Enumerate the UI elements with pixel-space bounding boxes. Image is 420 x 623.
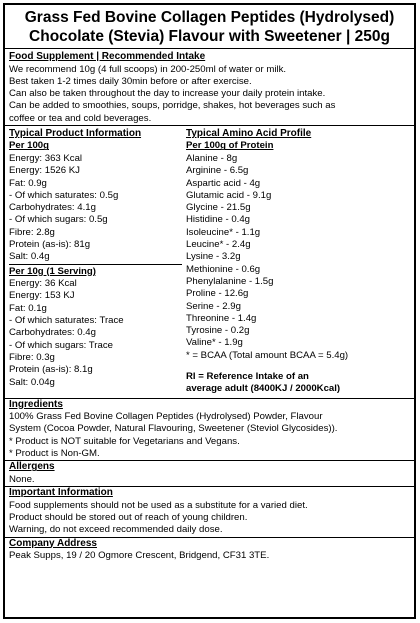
- nutrition-row: - Of which sugars: 0.5g: [9, 214, 108, 226]
- nutrition-row: Fat: 0.1g: [9, 302, 47, 314]
- spacer: [186, 362, 410, 371]
- amino-row: Valine* - 1.9g: [186, 337, 243, 349]
- product-label: [3, 3, 416, 619]
- nutrition-row: Fibre: 2.8g: [9, 226, 55, 238]
- company-section: [9, 538, 410, 563]
- nutrition-row: Fibre: 0.3g: [9, 351, 55, 363]
- amino-row: Leucine* - 2.4g: [186, 239, 251, 251]
- nutrition-row: - Of which saturates: Trace: [9, 315, 124, 327]
- ingredients-line: 100% Grass Fed Bovine Collagen Peptides (Hydrolysed) Powder, Flavour: [9, 411, 323, 423]
- nutrition-row: Salt: 0.4g: [9, 251, 182, 264]
- amino-row: Isoleucine* - 1.1g: [186, 226, 261, 238]
- amino-row: Methionine - 0.6g: [186, 263, 261, 275]
- important-line: Food supplements should not be used as a substitute for a varied diet.: [9, 499, 308, 511]
- amino-row: Alanine - 8g: [186, 152, 238, 164]
- important-line: Warning, do not exceed recommended daily dose.: [9, 524, 223, 536]
- supplement-line: We recommend 10g (4 full scoops) in 200-250ml of water or milk.: [9, 63, 287, 75]
- per-100g-heading: Per 100g: [9, 140, 50, 152]
- ingredients-section: [9, 399, 410, 461]
- ingredients-line: * Product is NOT suitable for Vegetarians and Vegans.: [9, 435, 240, 447]
- amino-column: [182, 128, 410, 396]
- nutrition-row: Protein (as-is): 81g: [9, 239, 91, 251]
- amino-sub-heading: Per 100g of Protein: [186, 140, 274, 152]
- nutrition-row: Carbohydrates: 0.4g: [9, 327, 96, 339]
- allergens-line: None.: [9, 473, 35, 485]
- amino-row: Aspartic acid - 4g: [186, 177, 261, 189]
- supplement-line: Can also be taken throughout the day to increase your daily protein intake.: [9, 88, 326, 100]
- important-line: Product should be stored out of reach of young children.: [9, 511, 248, 523]
- amino-heading: Typical Amino Acid Profile: [186, 127, 312, 139]
- nutrition-row: Energy: 36 Kcal: [9, 278, 77, 290]
- bcaa-note: * = BCAA (Total amount BCAA = 5.4g): [186, 349, 349, 361]
- product-title: [5, 8, 414, 49]
- nutrition-column: [9, 128, 182, 396]
- allergens-heading: Allergens: [9, 461, 55, 473]
- important-heading: Important Information: [9, 487, 113, 499]
- nutrition-row: - Of which sugars: Trace: [9, 339, 113, 351]
- amino-row: Tyrosine - 0.2g: [186, 325, 250, 337]
- amino-row: Threonine - 1.4g: [186, 312, 257, 324]
- title-line-1: Grass Fed Bovine Collagen Peptides (Hydrolysed): [24, 9, 395, 26]
- nutrition-row: Energy: 153 KJ: [9, 290, 75, 302]
- company-address: Peak Supps, 19 / 20 Ogmore Crescent, Bridgend, CF31 3TE.: [9, 550, 270, 561]
- supplement-section: [9, 49, 410, 125]
- company-heading: Company Address: [9, 537, 97, 549]
- nutrition-row: Energy: 363 Kcal: [9, 152, 83, 164]
- info-columns: [9, 126, 410, 396]
- title-line-2: Chocolate (Stevia) Flavour with Sweetener | 250g: [29, 28, 390, 45]
- nutrition-row: Protein (as-is): 8.1g: [9, 364, 93, 376]
- amino-row: Histidine - 0.4g: [186, 214, 250, 226]
- nutrition-row: Energy: 1526 KJ: [9, 165, 80, 177]
- amino-row: Serine - 2.9g: [186, 300, 241, 312]
- ri-note-line-1: RI = Reference Intake of an: [186, 371, 309, 383]
- nutrition-heading: Typical Product Information: [9, 127, 142, 139]
- supplement-line: coffee or tea and cold beverages.: [9, 112, 152, 124]
- nutrition-row: Carbohydrates: 4.1g: [9, 202, 96, 214]
- amino-row: Glycine - 21.5g: [186, 202, 251, 214]
- ingredients-line: * Product is Non-GM.: [9, 448, 100, 460]
- amino-row: Phenylalanine - 1.5g: [186, 275, 274, 287]
- supplement-line: Best taken 1-2 times daily 30min before or after exercise.: [9, 75, 252, 87]
- important-section: [9, 487, 410, 536]
- ri-note-line-2: average adult (8400KJ / 2000Kcal): [186, 383, 341, 395]
- ingredients-line: System (Cocoa Powder, Natural Flavouring, Sweetener (Steviol Glycosides)).: [9, 423, 338, 435]
- supplement-heading: Food Supplement | Recommended Intake: [9, 51, 206, 62]
- supplement-line: Can be added to smoothies, soups, porridge, shakes, hot beverages such as: [9, 100, 336, 112]
- ingredients-heading: Ingredients: [9, 398, 63, 410]
- nutrition-row: Fat: 0.9g: [9, 177, 47, 189]
- allergens-section: [9, 461, 410, 486]
- amino-row: Lysine - 3.2g: [186, 251, 241, 263]
- nutrition-row: Salt: 0.04g: [9, 376, 55, 388]
- amino-row: Glutamic acid - 9.1g: [186, 189, 272, 201]
- nutrition-row: - Of which saturates: 0.5g: [9, 189, 119, 201]
- amino-row: Arginine - 6.5g: [186, 165, 249, 177]
- per-10g-heading: Per 10g (1 Serving): [9, 265, 96, 277]
- amino-row: Proline - 12.6g: [186, 288, 249, 300]
